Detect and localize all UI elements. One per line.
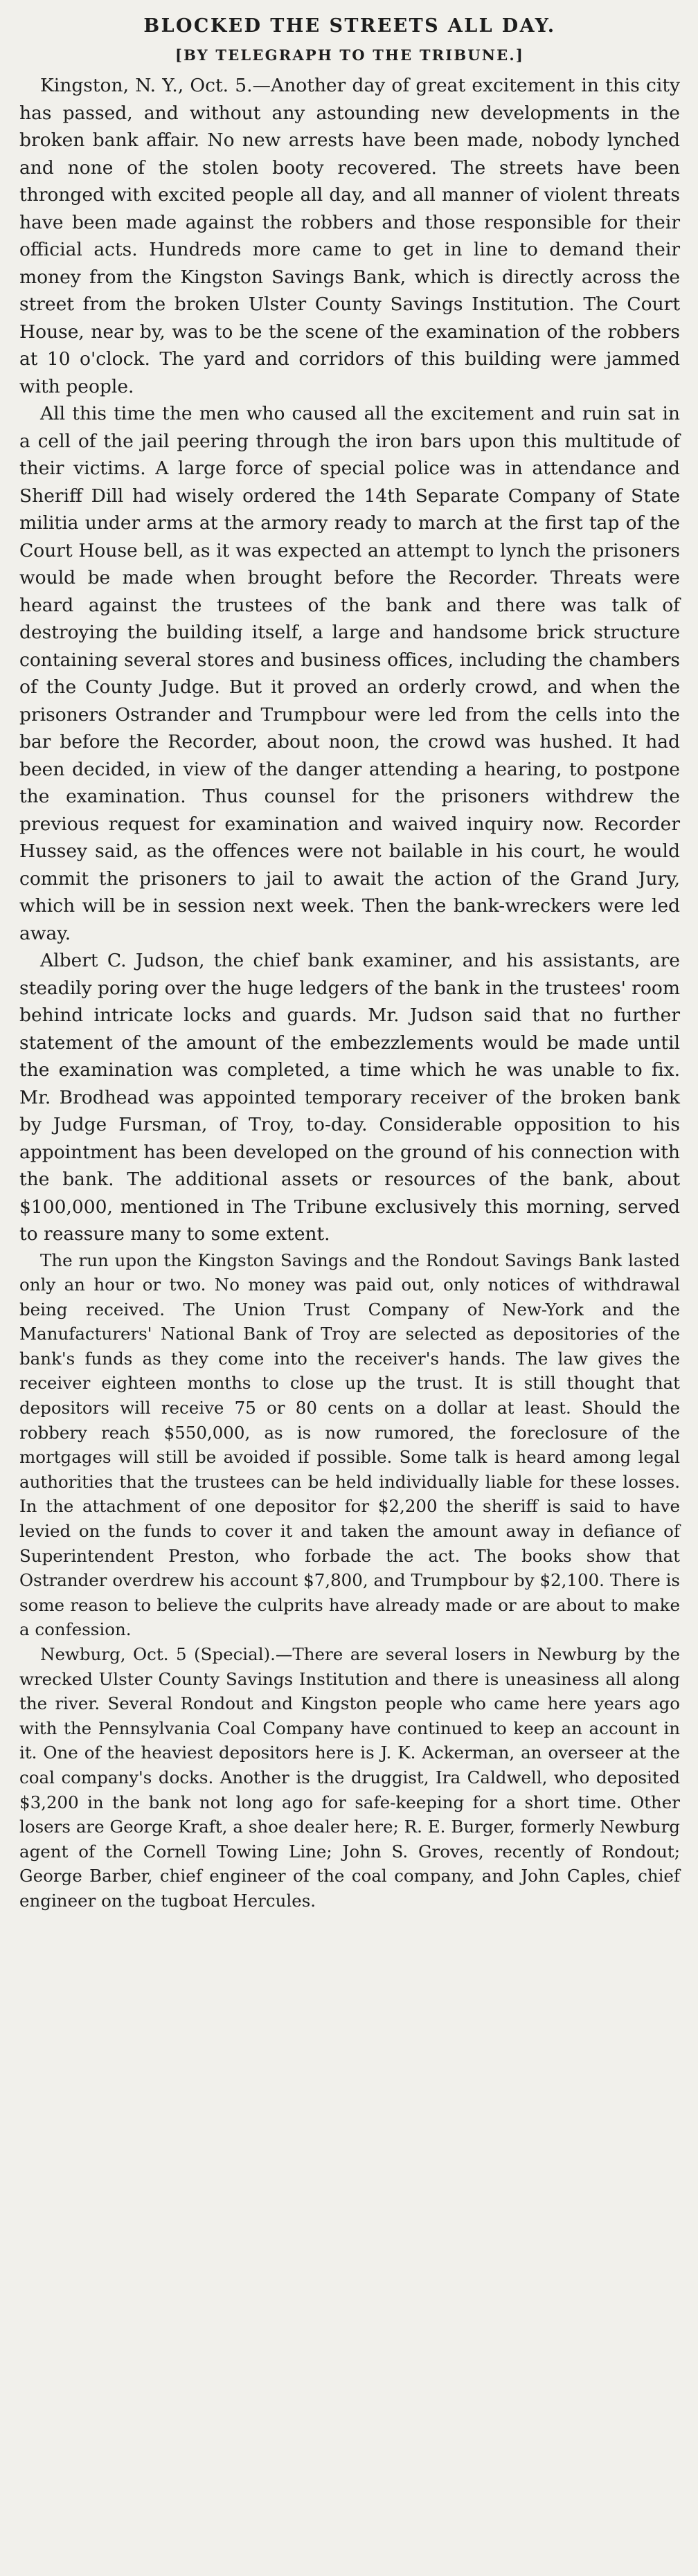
paragraph-3: Albert C. Judson, the chief bank examiner, and his assistants, are steadily poring over the huge ledgers of the bank in the trustees' room behind intricate locks and guards. Mr. Judson said that no further statement of the amount of the embezzlements would be made until the examination was completed, a time which he was unable to fix. Mr. Brodhead was appointed temporary receiver of the broken bank by Judge Fursman, of Troy, to-day. Considerable opposition to his appointment has been developed on the ground of his connection with the bank. The additional assets or resources of the bank, about $100,000, mentioned in The Tribune exclusively this morning, served to reassure many to some extent. <box>19 950 680 1245</box>
paragraph-5: Newburg, Oct. 5 (Special).—There are several losers in Newburg by the wrecked Ulster County Savings Institution and there is uneasiness all along the river. Several Rondout and Kingston people who came here years ago with the Pennsylvania Coal Company have continued to keep an account in it. One of the heaviest depositors here is J. K. Ackerman, an overseer at the coal company's docks. Another is the druggist, Ira Caldwell, who deposited $3,200 in the bank not long ago for safe-keeping for a short time. Other losers are George Kraft, a shoe dealer here; R. E. Burger, formerly Newburg agent of the Cornell Towing Line; John S. Groves, recently of Rondout; George Barber, chief engineer of the coal company, and John Caples, chief engineer on the tugboat Hercules. <box>19 1644 680 1911</box>
paragraph-4: The run upon the Kingston Savings and the Rondout Savings Bank lasted only an hour or two. No money was paid out, only notices of withdrawal being received. The Union Trust Company of New-York and the Manufacturers' National Bank of Troy are selected as depositories of the bank's funds as they come into the receiver's hands. The law gives the receiver eighteen months to close up the trust. It is still thought that depositors will receive 75 or 80 cents on a dollar at least. Should the robbery reach $550,000, as is now rumored, the foreclosure of the mortgages will still be avoided if possible. Some talk is heard among legal authorities that the trustees can be held individually liable for these losses. In the attachment of one depositor for $2,200 the sheriff is said to have levied on the funds to cover it and taken the amount away in defiance of Superintendent Preston, who forbade the act. The books show that Ostrander overdrew his account $7,800, and Trumpbour by $2,100. There is some reason to believe the culprits have already made or are about to make a confession. <box>19 1250 680 1640</box>
paragraph-1: Kingston, N. Y., Oct. 5.—Another day of great excitement in this city has passed, and without any astounding new developments in the broken bank affair. No new arrests have been made, nobody lynched and none of the stolen booty recovered. The streets have been thronged with excited people all day, and all manner of violent threats have been made against the robbers and those responsible for their official acts. Hundreds more came to get in line to demand their money from the Kingston Savings Bank, which is directly across the street from the broken Ulster County Savings Institution. The Court House, near by, was to be the scene of the examination of the robbers at 10 o'clock. The yard and corridors of this building were jammed with people. <box>19 75 680 397</box>
dateline: [BY TELEGRAPH TO THE TRIBUNE.] <box>174 46 525 64</box>
paragraph-2: All this time the men who caused all the excitement and ruin sat in a cell of the jail peering through the iron bars upon this multitude of their victims. A large force of special police was in attendance and Sheriff Dill had wisely ordered the 14th Separate Company of State militia under arms at the armory ready to march at the first tap of the Court House bell, as it was expected an attempt to lynch the prisoners would be made when brought before the Recorder. Threats were heard against the trustees of the bank and there was talk of destroying the building itself, a large and handsome brick structure containing several stores and business offices, including the chambers of the County Judge. But it proved an orderly crowd, and when the prisoners Ostrander and Trumpbour were led from the cells into the bar before the Recorder, about noon, the crowd was hushed. It had been decided, in view of the danger attending a hearing, to postpone the examination. Thus counsel for the prisoners withdrew the previous request for examination and waived inquiry now. Recorder Hussey said, as the offences were not bailable in his court, he would commit the prisoners to jail to await the action of the Grand Jury, which will be in session next week. Then the bank-wreckers were led away. <box>19 403 680 944</box>
headline: BLOCKED THE STREETS ALL DAY. <box>143 15 556 37</box>
